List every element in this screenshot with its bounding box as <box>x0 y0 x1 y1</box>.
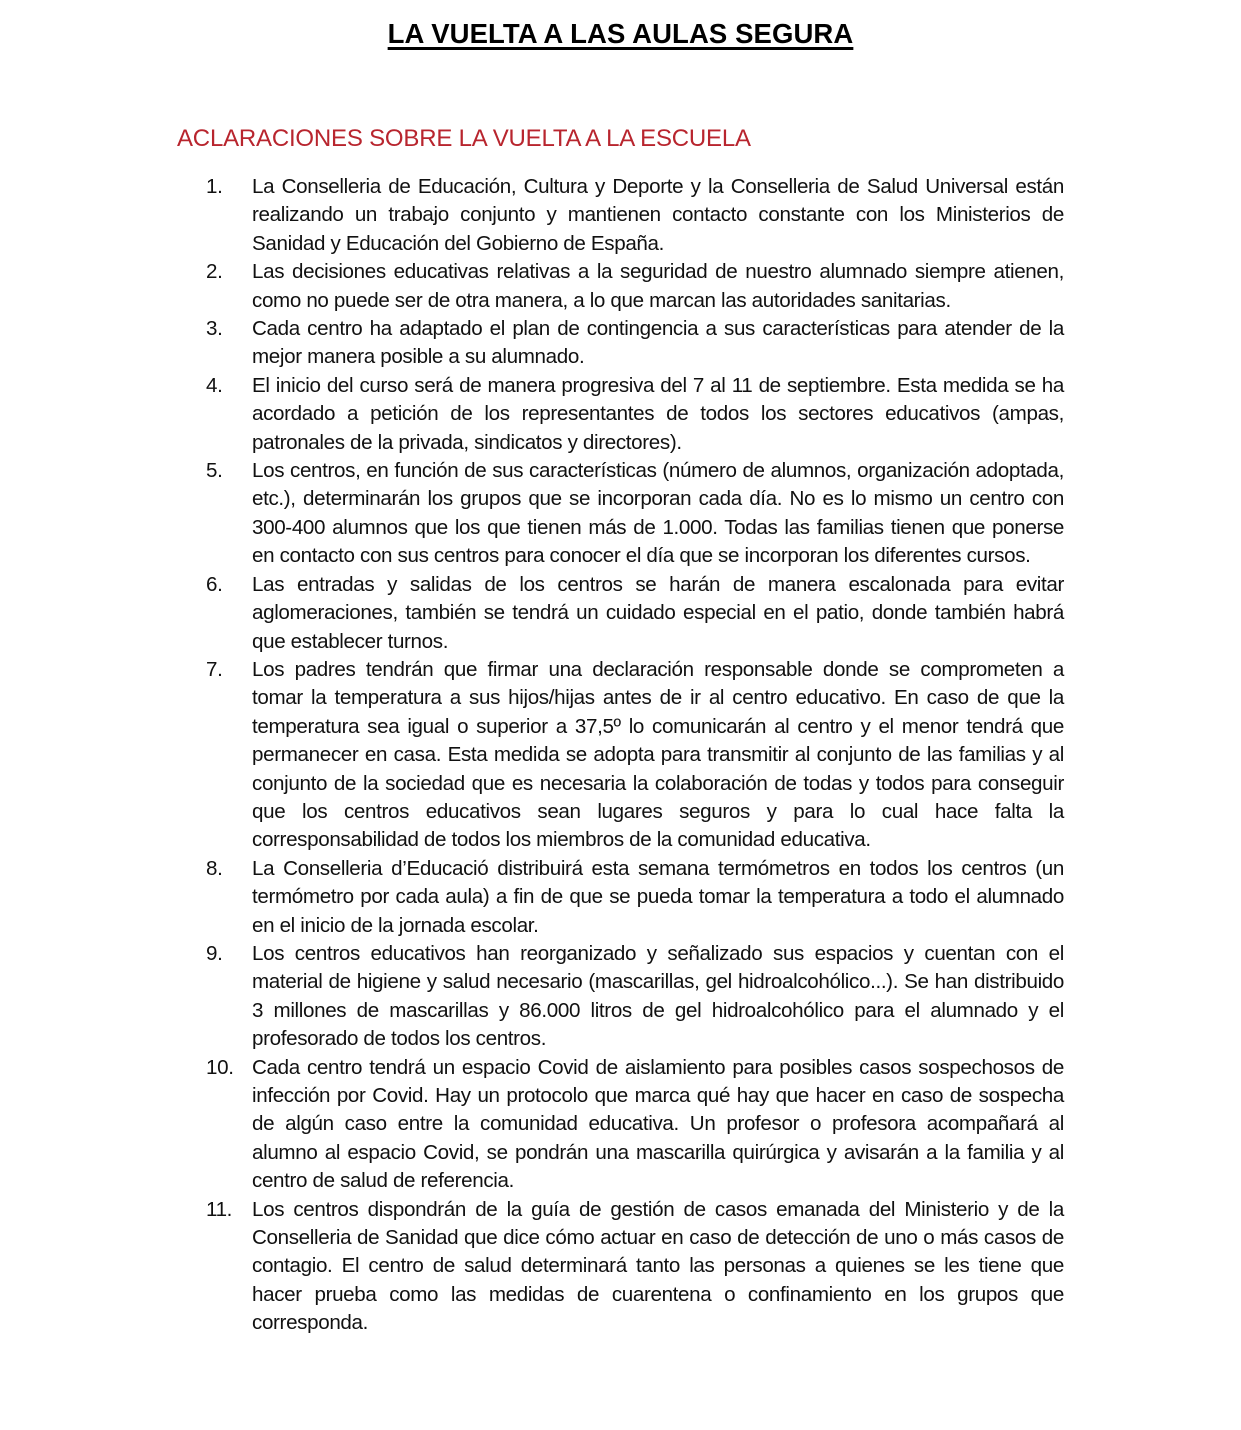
item-number: 5. <box>206 459 223 483</box>
item-text: Los padres tendrán que firmar una declaración responsable donde se comprometen a tomar la temperatura a sus hijos/hijas antes de ir al centro educativo. En caso de que la temperatura sea igual o superior a 37,5º lo comunicarán al centro y el menor tendrá que permanecer en casa. Esta medida se adopta para transmitir al conjunto de las familias y al conjunto de la sociedad que es necesaria la colaboración de todas y todos para conseguir que los centros educativos sean lugares seguros y para lo cual hace falta la corresponsabilidad de todos los miembros de la comunidad educativa. <box>252 657 1064 852</box>
item-number: 11. <box>206 1197 233 1221</box>
item-text: Las decisiones educativas relativas a la seguridad de nuestro alumnado siempre atienen, como no puede ser de otra manera, a lo que marcan las autoridades sanitarias. <box>252 260 1064 312</box>
item-number: 9. <box>206 941 223 965</box>
item-text: La Conselleria d’Educació distribuirá esta semana termómetros en todos los centros (un termómetro por cada aula) a fin de que se pueda tomar la temperatura a todo el alumnado en el inicio de la jornada escolar. <box>252 856 1064 937</box>
item-text: Cada centro ha adaptado el plan de contingencia a sus características para atender de la mejor manera posible a su alumnado. <box>252 317 1064 369</box>
item-text: Los centros educativos han reorganizado y señalizado sus espacios y cuentan con el material de higiene y salud necesario (mascarillas, gel hidroalcohólico...). Se han distribuido 3 millones de mascarillas y 86.000 litros de gel hidroalcohólico para el alumnado y el profesorado de todos los centros. <box>252 941 1064 1051</box>
item-text: El inicio del curso será de manera progresiva del 7 al 11 de septiembre. Esta medida se ha acordado a petición de los representantes de todos los sectores educativos (ampas, patronales de la privada, sindicatos y directores). <box>252 373 1064 454</box>
item-text: Cada centro tendrá un espacio Covid de aislamiento para posibles casos sospechosos de infección por Covid. Hay un protocolo que marca qué hay que hacer en caso de sospecha de algún caso entre la comunidad educativa. Un profesor o profesora acompañará al alumno al espacio Covid, se pondrán una mascarilla quirúrgica y avisarán a la familia y al centro de salud de referencia. <box>252 1055 1064 1193</box>
item-number: 2. <box>206 260 223 284</box>
item-number: 7. <box>206 657 223 681</box>
item-text: La Conselleria de Educación, Cultura y Deporte y la Conselleria de Salud Universal están realizando un trabajo conjunto y mantienen contacto constante con los Ministerios de Sanidad y Educación del Gobierno de España. <box>252 175 1064 255</box>
list-item <box>206 1196 1064 1338</box>
list-item <box>206 315 1064 372</box>
list-item <box>206 457 1064 571</box>
list-item <box>206 571 1064 656</box>
list-item <box>206 940 1064 1054</box>
clarifications-list <box>206 173 1064 1338</box>
list-item <box>206 173 1064 258</box>
item-number: 6. <box>206 572 223 596</box>
item-number: 1. <box>206 175 223 198</box>
list-item <box>206 258 1064 315</box>
list-item <box>206 1054 1064 1196</box>
item-text: Los centros dispondrán de la guía de gestión de casos emanada del Ministerio y de la Conselleria de Sanidad que dice cómo actuar en caso de detección de uno o más casos de contagio. El centro de salud determinará tanto las personas a quienes se les tiene que hacer prueba como las medidas de cuarentena o confinamiento en los grupos que corresponda. <box>252 1197 1064 1335</box>
page-title-text: LA VUELTA A LAS AULAS SEGURA <box>387 18 854 49</box>
item-text: Los centros, en función de sus características (número de alumnos, organización adoptada, etc.), determinarán los grupos que se incorporan cada día. No es lo mismo un centro con 300-400 alumnos que los que tienen más de 1.000. Todas las familias tienen que ponerse en contacto con sus centros para conocer el día que se incorporan los diferentes cursos. <box>252 459 1064 568</box>
list-item <box>206 855 1064 940</box>
item-number: 8. <box>206 856 223 880</box>
list-item <box>206 656 1064 855</box>
item-text: Las entradas y salidas de los centros se harán de manera escalonada para evitar aglomeraciones, también se tendrá un cuidado especial en el patio, donde también habrá que establecer turnos. <box>252 572 1064 653</box>
item-number: 10. <box>206 1055 234 1079</box>
section-heading: ACLARACIONES SOBRE LA VUELTA A LA ESCUELA <box>177 125 751 152</box>
list-item <box>206 372 1064 457</box>
page-title <box>0 18 1241 50</box>
item-number: 4. <box>206 373 223 397</box>
item-number: 3. <box>206 317 223 341</box>
